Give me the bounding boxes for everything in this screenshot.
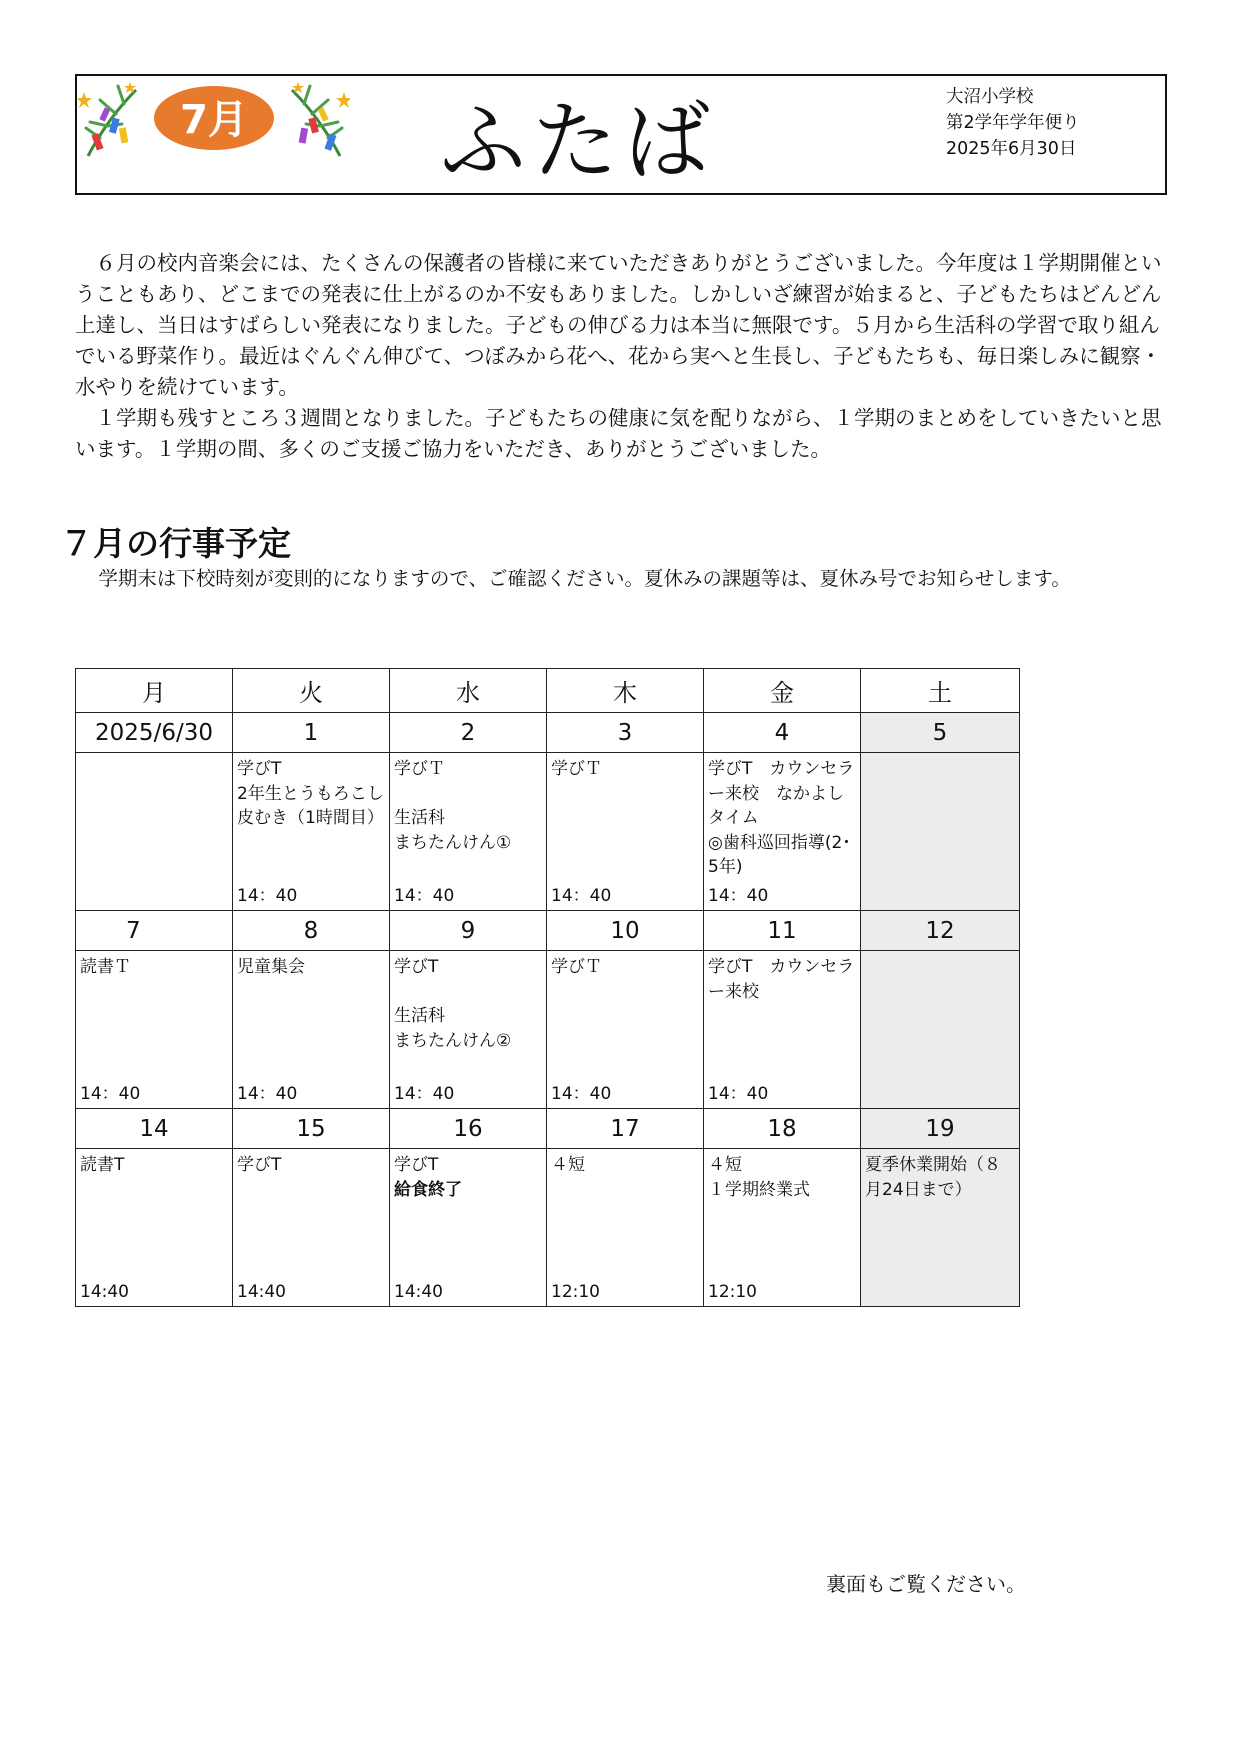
newsletter-title: ふたば	[440, 92, 716, 192]
events-row	[76, 951, 1020, 1109]
date-cell: 5	[861, 713, 1020, 753]
footer-note: 裏面もご覧ください。	[826, 1572, 1026, 1596]
event-list	[233, 1149, 389, 1178]
date-row	[76, 1109, 1020, 1149]
date-cell: 7	[76, 911, 233, 951]
events-cell	[390, 753, 547, 911]
events-cell	[390, 951, 547, 1109]
event-line: ４短	[551, 1155, 585, 1175]
event-line: ◎歯科巡回指導(2･5年)	[708, 832, 851, 877]
issue-date: 2025年6月30日	[946, 139, 1077, 159]
event-line: まちたんけん②	[394, 1030, 512, 1051]
event-line: 学びＴ	[551, 957, 602, 977]
events-cell	[704, 1149, 861, 1307]
dismissal-time: 14:40	[237, 1282, 286, 1302]
event-list	[390, 753, 546, 855]
events-cell	[76, 951, 233, 1109]
intro-text	[75, 248, 1165, 465]
weekday-tue: 火	[233, 669, 390, 713]
events-cell	[233, 951, 390, 1109]
date-cell: 8	[233, 911, 390, 951]
weekday-header-row	[76, 669, 1020, 713]
event-list	[704, 951, 860, 1004]
events-cell	[704, 753, 861, 911]
dismissal-time: 14：40	[551, 886, 612, 906]
date-cell: 18	[704, 1109, 861, 1149]
dismissal-time: 14：40	[551, 1084, 612, 1104]
date-cell: 11	[704, 911, 861, 951]
schedule-title: ７月の行事予定	[60, 524, 291, 563]
date-cell: 2025/6/30	[76, 713, 233, 753]
event-list	[547, 753, 703, 782]
event-line: 学びT カウンセラー来校 なかよしタイム	[708, 759, 855, 828]
date-cell: 4	[704, 713, 861, 753]
event-line: 夏季休業開始（８月24日まで）	[865, 1155, 1001, 1200]
date-cell: 12	[861, 911, 1020, 951]
school-name: 大沼小学校	[946, 87, 1034, 107]
events-cell	[233, 1149, 390, 1307]
events-cell	[704, 951, 861, 1109]
events-cell	[861, 753, 1020, 911]
date-cell: 19	[861, 1109, 1020, 1149]
events-cell	[861, 1149, 1020, 1307]
date-cell: 3	[547, 713, 704, 753]
events-cell	[547, 1149, 704, 1307]
july-calendar	[75, 668, 1020, 1307]
event-list	[390, 1149, 546, 1202]
event-list	[704, 1149, 860, 1202]
dismissal-time: 14：40	[237, 1084, 298, 1104]
dismissal-time: 14：40	[708, 886, 769, 906]
dismissal-time: 12:10	[551, 1282, 600, 1302]
event-list	[76, 753, 232, 757]
weekday-sat: 土	[861, 669, 1020, 713]
dismissal-time: 14：40	[708, 1084, 769, 1104]
event-line: 学びT	[237, 759, 282, 779]
date-cell: 1	[233, 713, 390, 753]
weekday-mon: 月	[76, 669, 233, 713]
events-cell	[233, 753, 390, 911]
date-row	[76, 713, 1020, 753]
bamboo-left-icon	[78, 82, 136, 156]
event-list	[861, 951, 1019, 955]
event-line: 2年生とうもろこし皮むき（1時間目）	[237, 783, 384, 828]
events-cell	[861, 951, 1020, 1109]
school-info	[946, 84, 1080, 162]
event-list	[233, 951, 389, 980]
event-line: 学びＴ	[394, 759, 445, 779]
dismissal-time: 14：40	[394, 1084, 455, 1104]
event-line: 児童集会	[237, 957, 305, 977]
dismissal-time: 14:40	[394, 1282, 443, 1302]
events-cell	[76, 753, 233, 911]
events-row	[76, 1149, 1020, 1307]
events-row	[76, 753, 1020, 911]
event-list	[704, 753, 860, 880]
intro-paragraph: １学期も残すところ３週間となりました。子どもたちの健康に気を配りながら、１学期のまとめをしていきたいと思います。１学期の間、多くのご支援ご協力をいただき、ありがとうございました。	[75, 406, 1162, 461]
event-line: 学びT	[394, 1155, 439, 1175]
event-list	[861, 1149, 1019, 1202]
event-line: 学びT カウンセラー来校	[708, 957, 855, 1002]
date-cell: 10	[547, 911, 704, 951]
dismissal-time: 14：40	[80, 1084, 141, 1104]
events-cell	[390, 1149, 547, 1307]
event-line: 学びT	[237, 1155, 282, 1175]
event-line: 生活科	[394, 808, 445, 828]
date-row	[76, 911, 1020, 951]
events-cell	[547, 951, 704, 1109]
date-cell: 16	[390, 1109, 547, 1149]
event-line	[394, 782, 542, 807]
event-line: 学びT	[394, 957, 439, 977]
publication-name: 第2学年学年便り	[946, 113, 1080, 133]
date-cell: 9	[390, 911, 547, 951]
events-cell	[76, 1149, 233, 1307]
event-line: 学びＴ	[551, 759, 602, 779]
date-cell: 14	[76, 1109, 233, 1149]
event-list	[76, 1149, 232, 1178]
events-cell	[547, 753, 704, 911]
logo-text: 7月	[180, 97, 248, 143]
event-list	[233, 753, 389, 831]
dismissal-time: 14：40	[394, 886, 455, 906]
intro-paragraph: ６月の校内音楽会には、たくさんの保護者の皆様に来ていただきありがとうございました。今年度は１学期開催ということもあり、どこまでの発表に仕上がるのか不安もありました。しかしいざ練習が始まると、子どもたちはどんどん上達し、当日はすばらしい発表になりました。子どもの伸びる力は本当に無限です。５月から生活科の学習で取り組んでいる野菜作り。最近はぐんぐん伸びて、つぼみから花へ、花から実へと生長し、子どもたちも、毎日楽しみに観察・水やりを続けています。	[75, 251, 1162, 399]
dismissal-time: 14:40	[80, 1282, 129, 1302]
event-list	[547, 951, 703, 980]
weekday-wed: 水	[390, 669, 547, 713]
event-list	[390, 951, 546, 1053]
event-list	[76, 951, 232, 980]
event-line: 生活科	[394, 1006, 445, 1026]
july-logo	[78, 78, 350, 160]
date-cell: 17	[547, 1109, 704, 1149]
weekday-fri: 金	[704, 669, 861, 713]
date-cell: 2	[390, 713, 547, 753]
event-list	[547, 1149, 703, 1178]
date-cell: 15	[233, 1109, 390, 1149]
schedule-note: 学期末は下校時刻が変則的になりますので、ご確認ください。夏休みの課題等は、夏休み号でお知らせします。	[98, 567, 1071, 590]
event-line: 読書Ｔ	[80, 957, 131, 977]
event-line	[394, 980, 542, 1005]
weekday-thu: 木	[547, 669, 704, 713]
event-line: ４短	[708, 1155, 742, 1175]
dismissal-time: 14：40	[237, 886, 298, 906]
event-line: 給食終了	[394, 1179, 462, 1200]
event-line: １学期終業式	[708, 1179, 810, 1200]
bamboo-right-icon	[292, 82, 350, 156]
event-line: 読書T	[80, 1155, 125, 1175]
event-list	[861, 753, 1019, 757]
event-line: まちたんけん①	[394, 832, 512, 853]
dismissal-time: 12:10	[708, 1282, 757, 1302]
